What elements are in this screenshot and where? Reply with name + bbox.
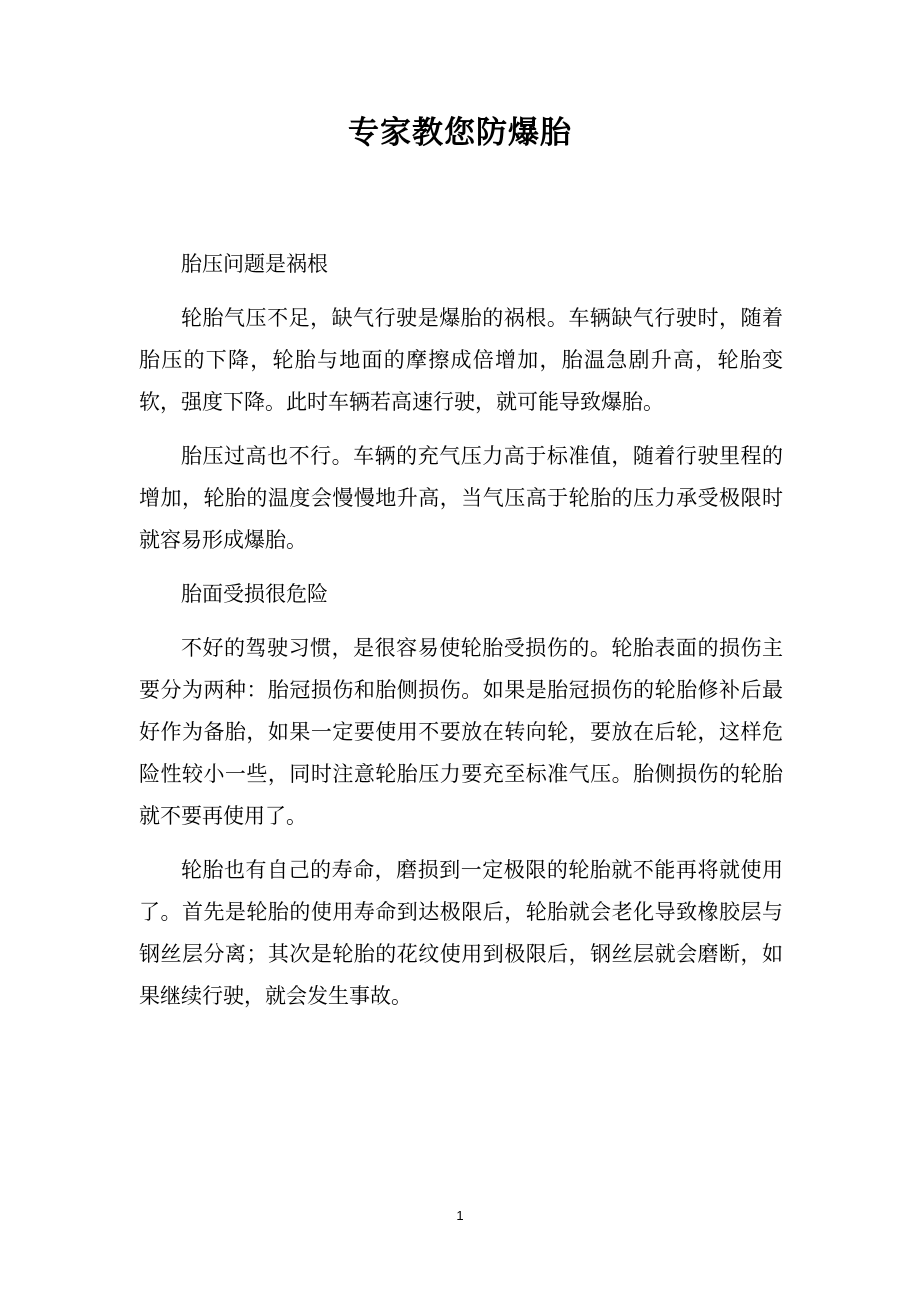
- section-heading-tread-damage: 胎面受损很危险: [181, 582, 328, 606]
- page-number: 1: [456, 1208, 464, 1223]
- section-heading-tire-pressure: 胎压问题是祸根: [181, 252, 328, 276]
- document-title: 专家教您防爆胎: [348, 115, 572, 151]
- paragraph-tire-lifespan: 轮胎也有自己的寿命，磨损到一定极限的轮胎就不能再将就使用了。首先是轮胎的使用寿命到达极限后，轮胎就会老化导致橡胶层与钢丝层分离；其次是轮胎的花纹使用到极限后，钢丝层就会磨断，如果继续行驶，就会发生事故。: [139, 858, 783, 1008]
- paragraph-low-pressure: 轮胎气压不足，缺气行驶是爆胎的祸根。车辆缺气行驶时，随着胎压的下降，轮胎与地面的摩擦成倍增加，胎温急剧升高，轮胎变软，强度下降。此时车辆若高速行驶，就可能导致爆胎。: [139, 306, 783, 414]
- document-body: [139, 243, 783, 1029]
- paragraph-high-pressure: 胎压过高也不行。车辆的充气压力高于标准值，随着行驶里程的增加，轮胎的温度会慢慢地升高，当气压高于轮胎的压力承受极限时就容易形成爆胎。: [139, 444, 783, 552]
- paragraph-driving-habits: 不好的驾驶习惯，是很容易使轮胎受损伤的。轮胎表面的损伤主要分为两种：胎冠损伤和胎侧损伤。如果是胎冠损伤的轮胎修补后最好作为备胎，如果一定要使用不要放在转向轮，要放在后轮，这样危险性较小一些，同时注意轮胎压力要充至标准气压。胎侧损伤的轮胎就不要再使用了。: [139, 636, 783, 828]
